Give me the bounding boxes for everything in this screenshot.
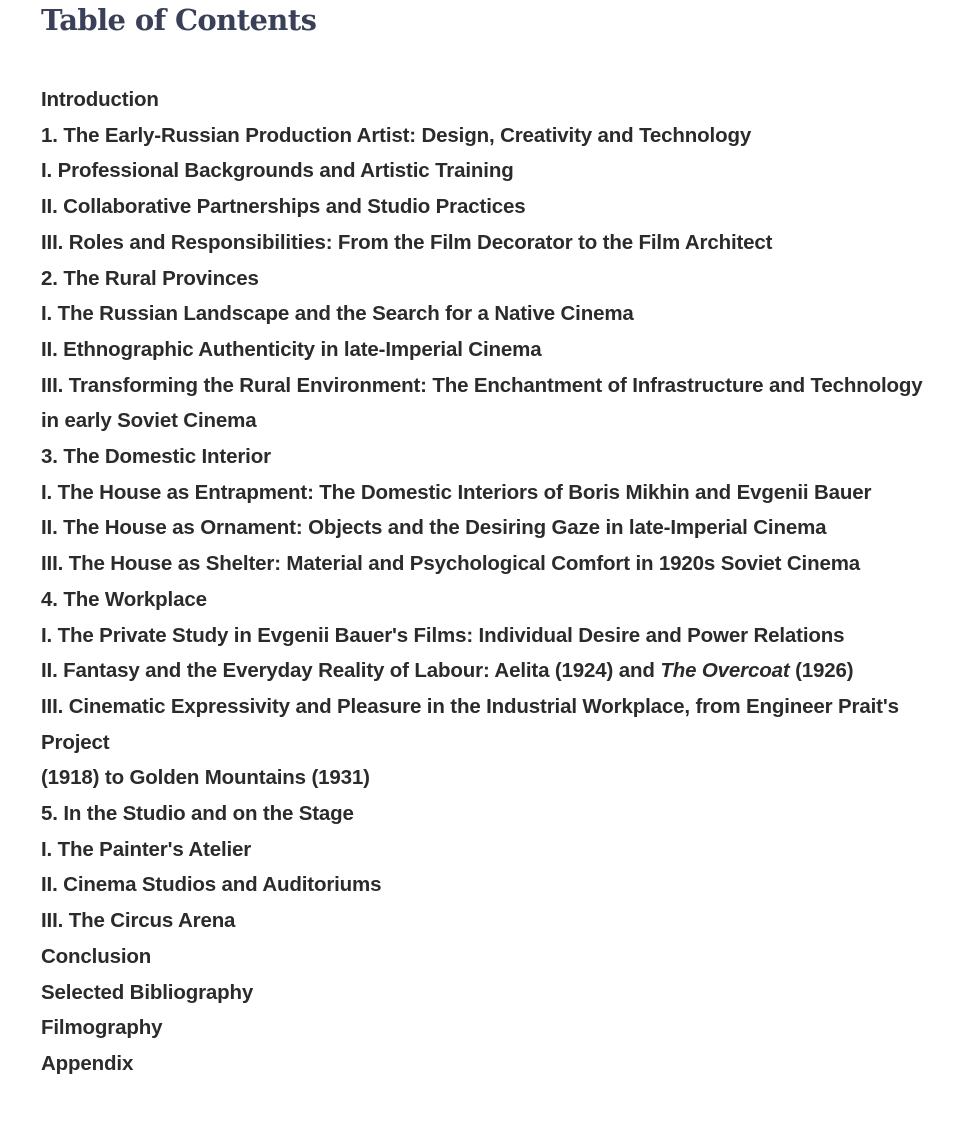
toc-item[interactable]: II. Ethnographic Authenticity in late-Imperial Cinema [41,337,542,361]
toc-item[interactable]: Introduction [41,88,159,111]
toc-item[interactable]: Conclusion [41,944,152,968]
toc-item[interactable]: III. Cinematic Expressivity and Pleasure in the Industrial Workplace, from Engineer Prait's Project [41,694,899,754]
toc-item-italic-title: The Overcoat [660,659,790,683]
toc-item[interactable]: 1. The Early-Russian Production Artist: Design, Creativity and Technology [41,123,752,147]
page-title: Table of Contents [41,3,317,37]
toc-item[interactable]: III. Roles and Responsibilities: From the Film Decorator to the Film Architect [41,230,773,254]
toc-item[interactable]: 5. In the Studio and on the Stage [41,802,354,826]
toc-item[interactable]: II. Cinema Studios and Auditoriums [41,873,382,897]
toc-item[interactable]: 2. The Rural Provinces [41,266,259,290]
toc-item[interactable]: Filmography [41,1016,163,1040]
toc-item[interactable]: III. Transforming the Rural Environment: The Enchantment of Infrastructure and Technology in early Soviet Cinema [41,373,923,433]
toc-item[interactable]: (1918) to Golden Mountains (1931) [41,766,370,790]
toc-item[interactable]: I. The Russian Landscape and the Search for a Native Cinema [41,302,634,326]
toc-item[interactable]: 4. The Workplace [41,587,207,611]
toc-item-text: II. Fantasy and the Everyday Reality of Labour: Aelita (1924) and [41,659,661,683]
toc-item[interactable]: Selected Bibliography [41,980,254,1004]
toc-item[interactable]: I. The House as Entrapment: The Domestic Interiors of Boris Mikhin and Evgenii Bauer [41,480,872,504]
toc-item[interactable]: III. The Circus Arena [41,909,236,933]
toc-item[interactable]: I. The Private Study in Evgenii Bauer's Films: Individual Desire and Power Relations [41,623,845,647]
toc-item[interactable]: II. The House as Ornament: Objects and the Desiring Gaze in late-Imperial Cinema [41,516,827,540]
toc-item[interactable]: I. Professional Backgrounds and Artistic Training [41,159,514,183]
toc-item[interactable]: I. The Painter's Atelier [41,837,252,861]
toc-item[interactable]: 3. The Domestic Interior [41,445,271,469]
toc-item[interactable] [41,653,941,689]
toc-item[interactable]: II. Collaborative Partnerships and Studio Practices [41,195,526,219]
table-of-contents [41,0,941,1075]
toc-item[interactable]: Appendix [41,1051,134,1075]
toc-item[interactable]: III. The House as Shelter: Material and Psychological Comfort in 1920s Soviet Cinema [41,552,861,576]
toc-list [41,82,941,1082]
toc-item-text: (1926) [789,659,854,683]
